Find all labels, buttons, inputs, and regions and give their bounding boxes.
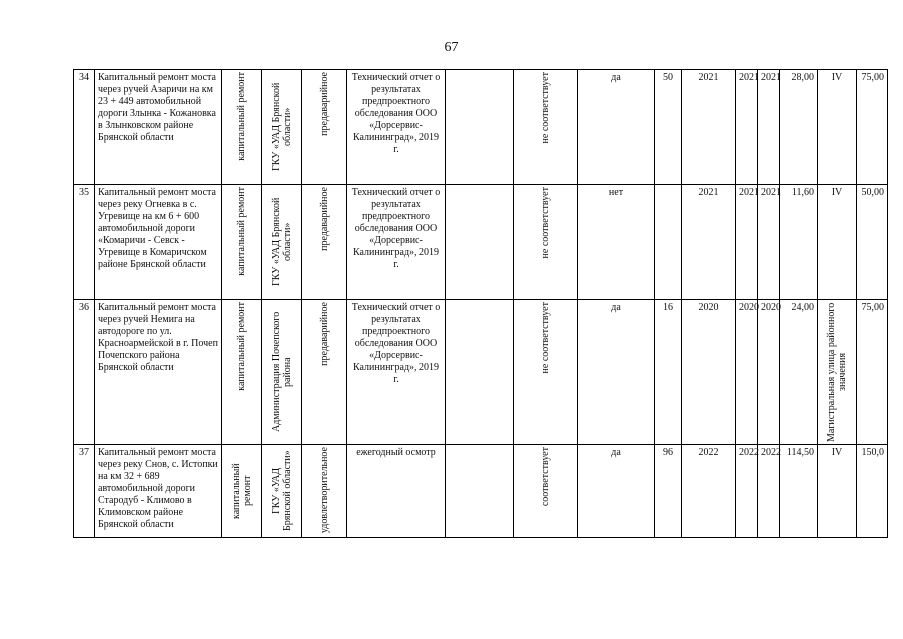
year-1: 2022 bbox=[682, 445, 736, 538]
year-1: 2021 bbox=[682, 70, 736, 185]
condition-cell bbox=[302, 300, 347, 445]
empty-cell bbox=[446, 185, 514, 300]
work-type: капитальный ремонт bbox=[236, 72, 247, 161]
amount: 50,00 bbox=[857, 185, 888, 300]
year-1: 2021 bbox=[682, 185, 736, 300]
year-1: 2020 bbox=[682, 300, 736, 445]
table-row bbox=[74, 445, 888, 538]
empty-cell bbox=[446, 445, 514, 538]
row-number: 35 bbox=[74, 185, 95, 300]
count: 50 bbox=[655, 70, 682, 185]
source-document: Технический отчет о результатах предпроектного обследования ООО «Дорсервис-Калининград», 2019 г. bbox=[347, 300, 446, 445]
owner-cell bbox=[262, 445, 302, 538]
owner: ГКУ «УАД Брянской области» bbox=[270, 197, 293, 287]
bridge-repair-table bbox=[73, 69, 888, 538]
object-name: Капитальный ремонт моста через ручей Немига на автодороге по ул. Красноармейской в г. Почеп Почепского района Брянской области bbox=[95, 300, 222, 445]
year-3: 2021 bbox=[758, 185, 780, 300]
amount: 75,00 bbox=[857, 70, 888, 185]
work-type: капитальный ремонт bbox=[236, 187, 247, 276]
empty-cell bbox=[446, 70, 514, 185]
category: IV bbox=[818, 185, 857, 300]
work-type: капитальный ремонт bbox=[236, 302, 247, 391]
compliance: соответствует bbox=[540, 447, 551, 507]
table-row bbox=[74, 300, 888, 445]
year-2: 2022 bbox=[736, 445, 758, 538]
table-row bbox=[74, 70, 888, 185]
condition: удовлетворительное bbox=[318, 447, 330, 534]
owner-cell bbox=[262, 70, 302, 185]
owner-cell bbox=[262, 300, 302, 445]
owner: ГКУ «УАД Брянской области» bbox=[270, 82, 293, 172]
flag: нет bbox=[578, 185, 655, 300]
row-number: 34 bbox=[74, 70, 95, 185]
condition: предаварийное bbox=[318, 187, 330, 251]
condition-cell bbox=[302, 445, 347, 538]
owner-cell bbox=[262, 185, 302, 300]
object-name: Капитальный ремонт моста через реку Огневка в с. Угревище на км 6 + 600 автомобильной дороги «Комаричи - Севск - Угревище в Комаричском районе Брянской области bbox=[95, 185, 222, 300]
length: 28,00 bbox=[780, 70, 818, 185]
count bbox=[655, 185, 682, 300]
owner: ГКУ «УАД Брянской области» bbox=[270, 450, 293, 532]
category: Магистральная улица районного значения bbox=[826, 302, 848, 442]
owner: Администрация Почепского района bbox=[270, 311, 293, 433]
compliance-cell bbox=[514, 300, 578, 445]
compliance-cell bbox=[514, 70, 578, 185]
length: 114,50 bbox=[780, 445, 818, 538]
work-type: капитальный ремонт bbox=[230, 463, 253, 519]
category: IV bbox=[818, 70, 857, 185]
year-2: 2021 bbox=[736, 70, 758, 185]
condition-cell bbox=[302, 185, 347, 300]
amount: 150,0 bbox=[857, 445, 888, 538]
row-number: 36 bbox=[74, 300, 95, 445]
year-2: 2021 bbox=[736, 185, 758, 300]
compliance-cell bbox=[514, 445, 578, 538]
condition-cell bbox=[302, 70, 347, 185]
year-2: 2020 bbox=[736, 300, 758, 445]
count: 16 bbox=[655, 300, 682, 445]
source-document: Технический отчет о результатах предпроектного обследования ООО «Дорсервис-Калининград», 2019 г. bbox=[347, 185, 446, 300]
source-document: Технический отчет о результатах предпроектного обследования ООО «Дорсервис-Калининград», 2019 г. bbox=[347, 70, 446, 185]
source-document: ежегодный осмотр bbox=[347, 445, 446, 538]
work-type-cell bbox=[222, 70, 262, 185]
category-cell bbox=[818, 300, 857, 445]
work-type-cell bbox=[222, 445, 262, 538]
year-3: 2020 bbox=[758, 300, 780, 445]
flag: да bbox=[578, 300, 655, 445]
count: 96 bbox=[655, 445, 682, 538]
work-type-cell bbox=[222, 185, 262, 300]
row-number: 37 bbox=[74, 445, 95, 538]
compliance: не соответствует bbox=[540, 72, 551, 144]
flag: да bbox=[578, 70, 655, 185]
year-3: 2022 bbox=[758, 445, 780, 538]
category: IV bbox=[818, 445, 857, 538]
condition: предаварийное bbox=[318, 72, 330, 136]
object-name: Капитальный ремонт моста через ручей Азаричи на км 23 + 449 автомобильной дороги Злынка - Кожановка в Злынковском районе Брянской области bbox=[95, 70, 222, 185]
condition: предаварийное bbox=[318, 302, 330, 366]
length: 24,00 bbox=[780, 300, 818, 445]
work-type-cell bbox=[222, 300, 262, 445]
page-number: 67 bbox=[444, 40, 459, 55]
year-3: 2021 bbox=[758, 70, 780, 185]
compliance: не соответствует bbox=[540, 302, 551, 374]
object-name: Капитальный ремонт моста через реку Снов, с. Истопки на км 32 + 689 автомобильной дороги Стародуб - Климово в Климовском районе Брянской области bbox=[95, 445, 222, 538]
table-row bbox=[74, 185, 888, 300]
compliance-cell bbox=[514, 185, 578, 300]
amount: 75,00 bbox=[857, 300, 888, 445]
flag: да bbox=[578, 445, 655, 538]
compliance: не соответствует bbox=[540, 187, 551, 259]
empty-cell bbox=[446, 300, 514, 445]
length: 11,60 bbox=[780, 185, 818, 300]
